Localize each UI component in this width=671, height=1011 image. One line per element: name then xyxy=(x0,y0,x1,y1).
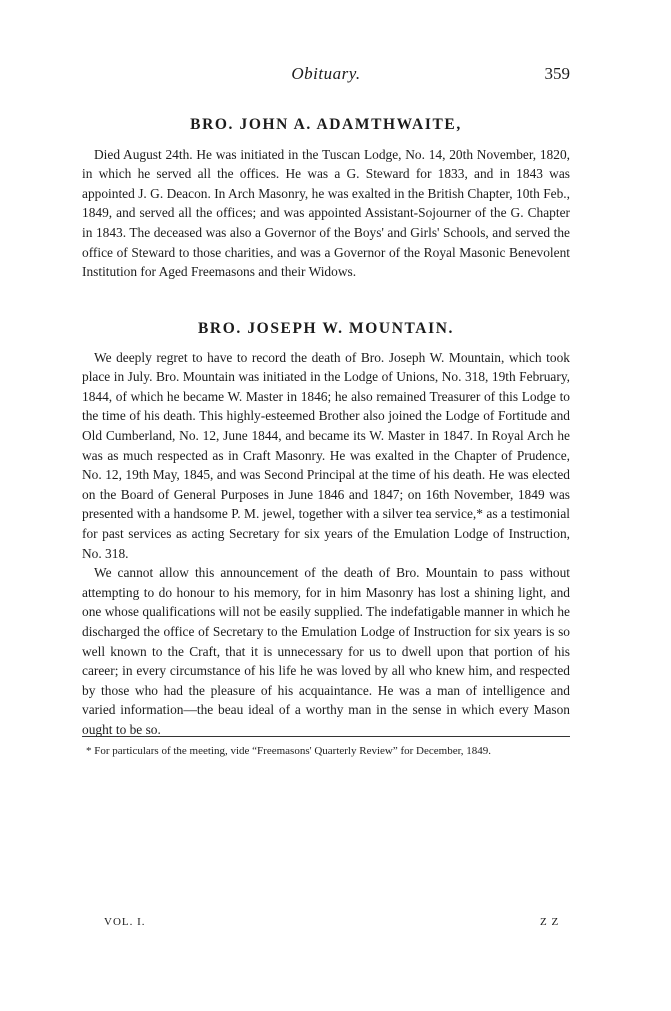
page-number: 359 xyxy=(544,64,570,83)
footnote-rule xyxy=(82,736,570,737)
article-heading: BRO. JOSEPH W. MOUNTAIN. xyxy=(197,320,454,337)
article-mountain xyxy=(82,319,570,739)
volume-signature: VOL. I. xyxy=(104,916,146,928)
footnote: * For particulars of the meeting, vide “Freemasons' Quarterly Review” for December, 1849. xyxy=(86,745,492,757)
article-paragraph: Died August 24th. He was initiated in the Tuscan Lodge, No. 14, 20th November, 1820, in which he served all the offices. He was a G. Steward for 1833, and in 1843 was appointed J. G. Deacon. In Arch Masonry, he was exalted in the British Chapter, 10th Feb., 1849, and served all the offices; and was appointed Assistant-Sojourner of the G. Chapter in 1843. The deceased was also a Governor of the Boys' and Girls' Schools, and served the office of Steward to those charities, and was a Governor of the Royal Masonic Benevolent Institution for Aged Freemasons and their Widows. xyxy=(82,146,570,280)
article-paragraph: We cannot allow this announcement of the death of Bro. Mountain to pass without attempting to do honour to his memory, for in him Masonry has lost a shining light, and one whose qualifications will not be easily supplied. The indefatigable manner in which he discharged the office of Secretary to the Emulation Lodge of Instruction for six years is so well known to the Craft, that it is unnecessary for us to dwell upon that portion of his career; in every circumstance of his life he was loved by all who knew him, and respected by those who had the pleasure of his acquaintance. He was a man of intelligence and varied information—the beau ideal of a worthy man in the sense in which every Mason ought to be so. xyxy=(82,565,570,737)
signature-mark: Z Z xyxy=(540,916,560,928)
article-adamthwaite xyxy=(82,115,570,282)
article-paragraph: We deeply regret to have to record the death of Bro. Joseph W. Mountain, which took place in July. Bro. Mountain was initiated in the Lodge of Unions, No. 318, 19th February, 1844, of which he became W. Master in 1846; he also remained Treasurer of this Lodge to the time of his death. This highly-esteemed Brother also joined the Lodge of Fortitude and Old Cumberland, No. 12, June 1844, and became its W. Master in 1847. In Royal Arch he was as much respected as in Craft Masonry. He was exalted in the Chapter of Prudence, No. 12, 19th May, 1845, and was Second Principal at the time of his death. He was elected on the Board of General Purposes in June 1846 and 1847; on 16th November, 1849 was presented with a handsome P. M. jewel, together with a silver tea service,* as a testimonial for past services as acting Secretary for six years of the Emulation Lodge of Instruction, No. 318. xyxy=(82,349,570,561)
article-heading: BRO. JOHN A. ADAMTHWAITE, xyxy=(190,116,462,133)
running-head xyxy=(82,64,570,90)
running-title: Obituary. xyxy=(291,64,361,83)
